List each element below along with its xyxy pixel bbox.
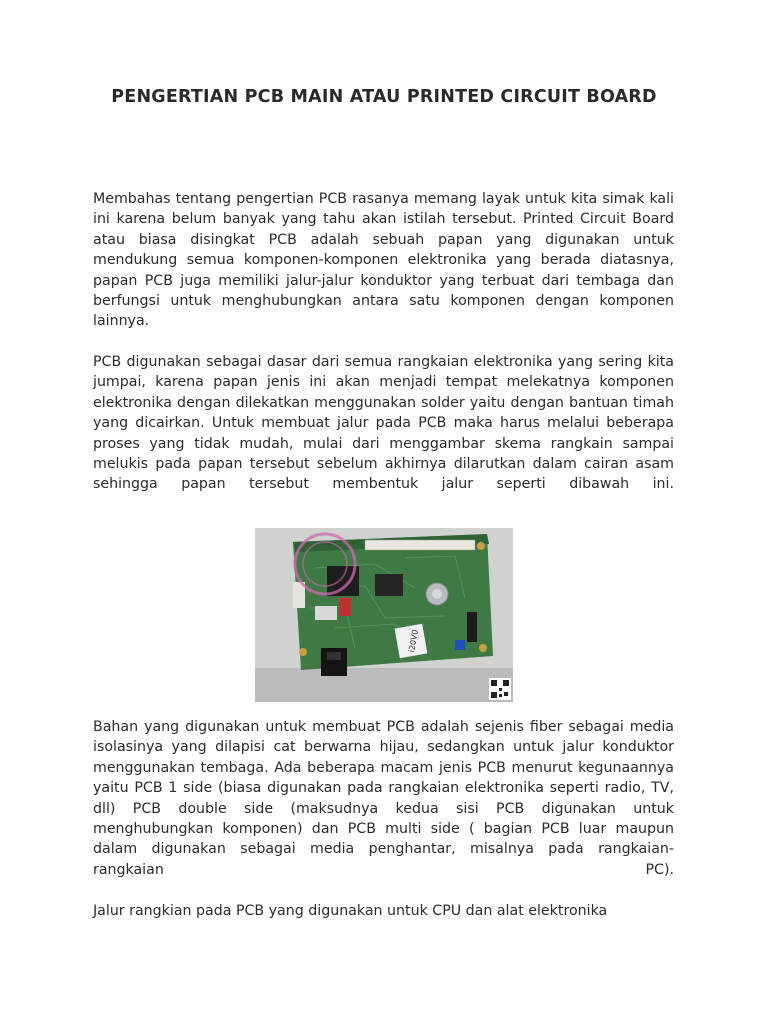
qr-code [489,678,511,700]
paragraph-intro: Membahas tentang pengertian PCB rasanya memang layak untuk kita simak kali ini karena belum banyak yang tahu akan istilah tersebut. Printed Circuit Board atau biasa disingkat PCB adalah sebuah papan yang digunakan untuk mendukung semua komponen-komponen elektronika yang berada diatasnya, papan PCB juga memiliki jalur-jalur konduktor yang terbuat dari tembaga dan berfungsi untuk menghubungkan antara satu komponen dengan komponen lainnya. [93,191,674,330]
paragraph-materials: Bahan yang digunakan untuk membuat PCB adalah sejenis fiber sebagai media isolasinya yang dilapisi cat berwarna hijau, sedangkan untuk jalur konduktor menggunakan tembaga. Ada beberapa macam jenis PCB menurut kegunaannya yaitu PCB 1 side (biasa digunakan pada rangkaian elektronika seperti radio, TV, dll) PCB double side (maksudnya kedua sisi PCB digunakan untuk menghubungkan komponen) dan PCB multi side ( bagian PCB luar maupun dalam digunakan sebagai media penghantar, misalnya pada rangkaian-rangkaian PC). [93,719,674,878]
paragraph-cpu: Jalur rangkian pada PCB yang digunakan untuk CPU dan alat elektronika [93,903,608,919]
pcb-board-illustration [255,528,513,702]
document-title: PENGERTIAN PCB MAIN ATAU PRINTED CIRCUIT BOARD [111,87,657,107]
pcb-photo [255,528,513,702]
board-sticker-label: i20V0 [407,628,420,654]
paragraph-usage: PCB digunakan sebagai dasar dari semua rangkaian elektronika yang sering kita jumpai, karena papan jenis ini akan menjadi tempat melekatnya komponen elektronika dengan dilekatkan menggunakan solder yaitu dengan bantuan timah yang dicairkan. Untuk membuat jalur pada PCB maka harus melalui beberapa proses yang tidak mudah, mulai dari menggambar skema rangkain sampai melukis pada papan tersebut sebelum akhirnya dilarutkan dalam cairan asam sehingga papan tersebut membentuk jalur seperti dibawah ini. [93,354,674,493]
